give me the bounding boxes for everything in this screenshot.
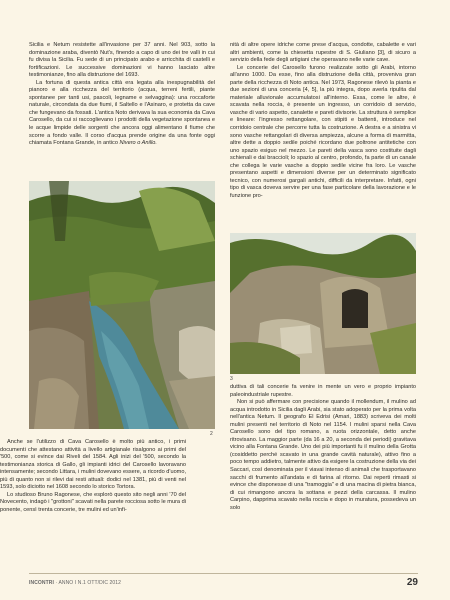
issue-info: · ANNO I N.1 OTT/DIC 2012 bbox=[55, 580, 122, 586]
left-column bbox=[29, 42, 215, 148]
right-column bbox=[230, 42, 416, 200]
river-gorge-illustration bbox=[29, 181, 215, 429]
footer-issue-info bbox=[29, 580, 121, 586]
italic-source-name: Nivero o Anillo. bbox=[119, 140, 157, 147]
body-text: La fortuna di questa antica città era legata alla inespugnabilità del pianoro e alla ricchezza del territorio (acqua, terreni fertili, piante spontanee per tanti usi, pascoli, legname e selvaggina): una roccaforte naturale, circondata da due fiumi, il Saltello e l'Asinaro, e protetta da cave che fungevano da fossati. L'antica Noto derivava la sua economia da Cava Carosello, da cui si raccoglievano i prodotti della vegetazione spontanea e le acque limpide delle sorgenti che ancora oggi alimentano il fiume che scorre a fondo valle. Il corso d'acqua prende origine da una fonte oggi chiamata Fontana Grande, in antico bbox=[29, 79, 215, 147]
magazine-name: INCONTRI bbox=[29, 580, 54, 586]
rock-chapel-photo bbox=[230, 233, 416, 374]
photo-caption-number: 2 bbox=[210, 431, 213, 437]
river-gorge-photo bbox=[29, 181, 215, 429]
body-paragraph: Non si può affermare con precisione quando il mollendum, il mulino ad acqua introdotto in Sicilia dagli Arabi, sia stato adoperato per la prima volta nell'antica Netum. Il geografo El Edrisi (Amari, 1883) scriveva dei molti mulini presenti nel territorio di Noto nel 1154. I mulini sparsi nella Cava Carosello sono del tipo romano, a ruota orizzontale, detto anche ritrovisano. La maggior parte (da 16 a 20, a seconda dei periodi) gravitava vicino alla Fontana Grande. Uno dei più importanti fu il mulino della Grotta (cosiddetto perché scavato in una grande cavità naturale), attivo fino a poco tempo addietro, talmente attivo da esigere la costruzione della via dei Saccari, così denominata per il viavai intenso di animali che trasportavano sacchi di frumento all'andata e di farina al ritorno. Dai reperti rimasti si evince che disponesse di una "tramoggia" e di una macina di pietra bianca, di cui rimangono ancora la sottana e pezzi della carcassa. Il mulino Carpino, dapprima scavato nella roccia e dopo in muratura, possedeva un solo bbox=[230, 399, 416, 511]
left-column-lower bbox=[0, 439, 186, 514]
right-column-lower bbox=[230, 384, 416, 512]
footer-rule bbox=[29, 573, 418, 574]
body-paragraph: duttiva di tali concerie fa venire in mente un vero e proprio impianto paleoindustriale rupestre. bbox=[230, 384, 416, 398]
body-paragraph: Lo studioso Bruno Ragonese, che esplorò questo sito negli anni '70 del Novecento, indagò i "grottoni" scavati nella parete rocciosa sotto le mura di ponente, censì trenta concerie, tre mulini ed un'infi- bbox=[0, 491, 186, 513]
page-number: 29 bbox=[406, 577, 418, 588]
body-paragraph: Le concerie del Carosello furono realizzate sotto gli Arabi, intorno all'anno 1000. Da esse, fino alla distruzione della città, proveniva gran parte della ricchezza di Noto antica. Nel 1973, Ragonese rilevò la pianta e due sezioni di una conceria [4, 5], la più integra, dopo averla ripulita dal materiale alluvionale accumulatosi all'interno. Essa, come le altre, è scavata nella roccia, è presente un ingresso, un corridoio di servizio, vasche di vario aspetto, canalette e pareti divisorie. La struttura è semplice e lineare: l'ingresso rettangolare, con stipiti e battenti, introduce nel corridoio centrale che percorre tutta la costruzione. A destra e a sinistra vi sono vasche rettangolari di diversa ampiezza, alcune a forma di marmitta, altre dette a doppio sedile poiché ricordano due poltrone antitetiche con uno spazio esiguo nel mezzo. Le pareti della vasca sono costituite dagli schienali e dai braccioli; lo spazio al centro, profondo, fa parte di un canale che collega le varie vasche a doppio sedile vicine fra loro. Le vasche presentano aspetti e dimensioni diverse per un determinato significato tecnico, con numerosi gargali antichi, difficili da interpretare. Infatti, ogni tipo di vasca doveva servire per una fase particolare della lavorazione e le funzione pro- bbox=[230, 64, 416, 199]
body-paragraph bbox=[29, 80, 215, 148]
body-paragraph: nità di altre opere idriche come prese d'acqua, condotte, cabalette e vari altri ambienti, come la chiesetta rupestre di S. Giuliano [3], di sicuro a servizio della fede degli artigiani che operavano nelle varie cave. bbox=[230, 42, 416, 64]
rock-chapel-illustration bbox=[230, 233, 416, 374]
body-paragraph: Anche se l'utilizzo di Cava Carosello è molto più antico, i primi documenti che attestano attività a livello artigianale risalgono ai primi del '500, come si evince dai Riveli del 1584. Agli inizi del '500, secondo la testimonianza storica di Gallo, gli impianti idrici del Carosello lavoravano intensamente; secondo Littara, i mulini dovevano essere, a ricordo d'uomo, più di quanto non si rilevi dai resti attuali: dodici nel 1381, più di venti nel 1593, solo diciotto nel 1608 secondo lo storico Tortora. bbox=[0, 439, 186, 491]
photo-caption-number: 3 bbox=[230, 376, 233, 382]
body-paragraph: Sicilia e Netum resistette all'invasione per 37 anni. Nel 903, sotto la dominazione araba, diventò Nut's, finendo a capo di uno dei tre valli in cui fu divisa la Sicilia. Fu sede di un principato arabo e arricchita di castelli e fortificazioni. Le successive dominazioni vi hanno lasciato altre testimonianze, fino alla distruzione del 1693. bbox=[29, 42, 215, 79]
